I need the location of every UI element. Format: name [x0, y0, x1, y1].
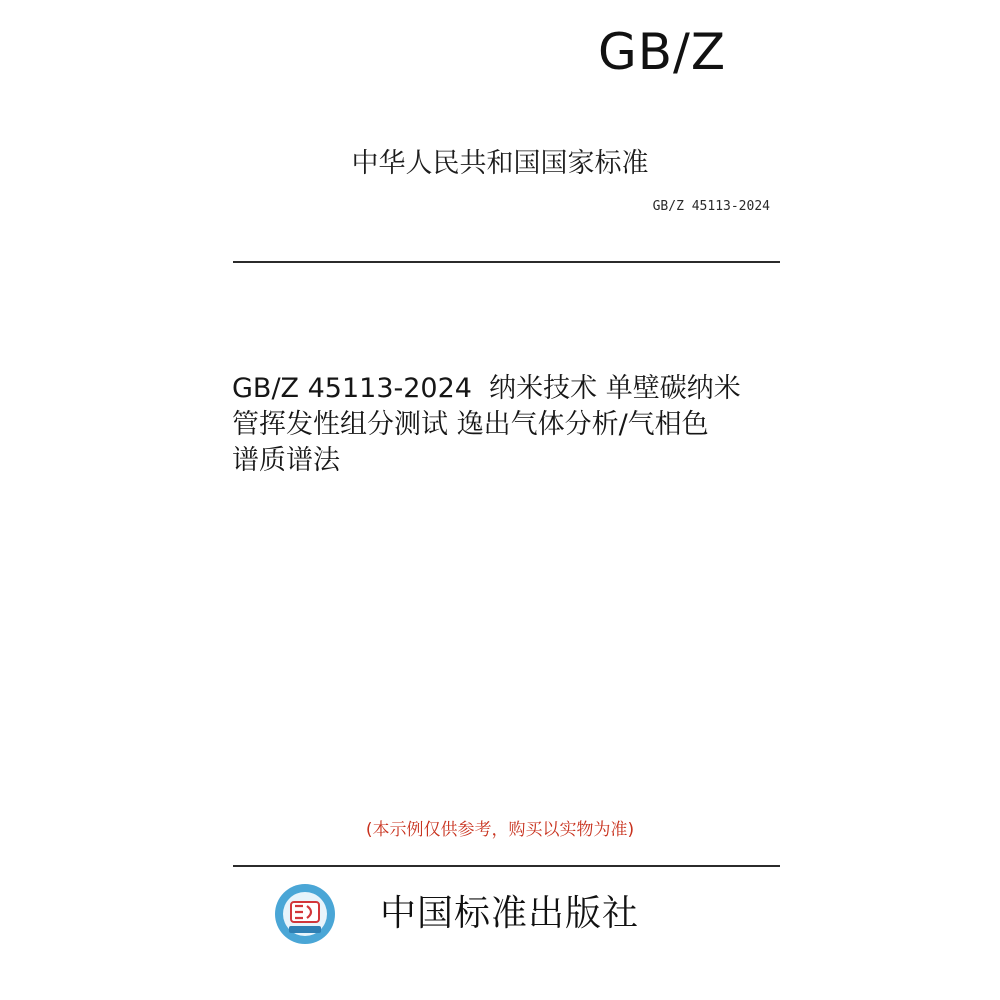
document-title — [232, 371, 792, 479]
seal-banner — [289, 926, 321, 933]
document-title-line: GB/Z 45113-2024 纳米技术 单壁碳纳米 — [232, 373, 741, 404]
publisher-seal-graphic — [273, 882, 337, 946]
top-divider — [233, 261, 780, 263]
document-title-line: 谱质谱法 — [232, 445, 340, 476]
document-title-line: 管挥发性组分测试 逸出气体分析/气相色 — [232, 409, 709, 440]
publisher-name: 中国标准出版社 — [380, 893, 640, 934]
bottom-divider — [233, 865, 780, 867]
sample-disclaimer: (本示例仅供参考，购买以实物为准) — [365, 820, 635, 840]
standard-number: GB/Z 45113-2024 — [652, 199, 770, 214]
standard-organization: 中华人民共和国国家标准 — [351, 148, 649, 179]
gbz-logo: GB/Z — [598, 23, 727, 81]
publisher-seal-icon — [273, 882, 337, 946]
